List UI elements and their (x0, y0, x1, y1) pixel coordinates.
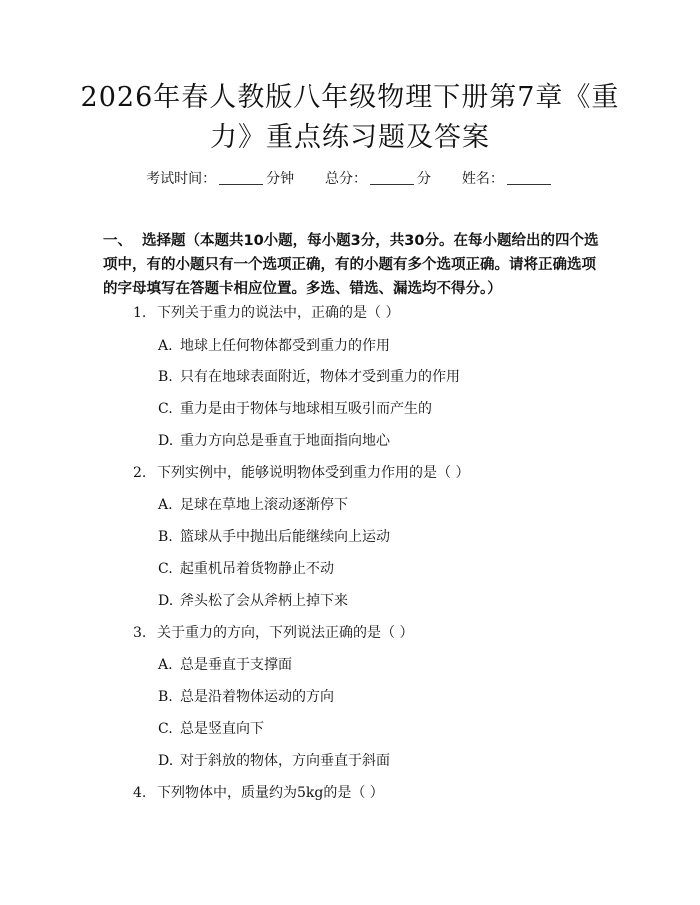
option-letter: C. (158, 401, 173, 417)
student-name-label: 姓名： (461, 171, 504, 187)
question-2-option-a[interactable] (158, 494, 348, 514)
question-3-option-d[interactable] (158, 750, 390, 770)
section-instructions: 选择题（本题共10小题，每小题3分，共30分。在每小题给出的四个选项中，有的小题只有一个选项正确，有的小题有多个选项正确。请将正确选项的字母填写在答题卡相应位置。多选、错选、漏选均不得分。） (103, 233, 599, 297)
question-1-option-c[interactable] (158, 398, 432, 418)
question-text: 下列实例中，能够说明物体受到重力作用的是（ ） (157, 465, 470, 481)
question-number: 2. (133, 465, 147, 481)
question-number: 1. (133, 305, 147, 321)
option-text: 斧头松了会从斧柄上掉下来 (180, 593, 348, 609)
question-3-option-a[interactable] (158, 654, 292, 674)
total-score-blank[interactable] (370, 170, 414, 185)
question-text: 关于重力的方向，下列说法正确的是（ ） (157, 625, 414, 641)
option-letter: B. (158, 369, 173, 385)
question-text: 下列关于重力的说法中，正确的是（ ） (157, 305, 400, 321)
question-2-option-d[interactable] (158, 590, 348, 610)
option-text: 总是垂直于支撑面 (180, 657, 292, 673)
question-2 (133, 462, 469, 482)
exam-time-blank[interactable] (219, 170, 263, 185)
option-letter: A. (158, 657, 173, 673)
option-text: 对于斜放的物体，方向垂直于斜面 (180, 753, 390, 769)
option-letter: C. (158, 721, 173, 737)
question-1-option-d[interactable] (158, 430, 390, 450)
question-2-option-b[interactable] (158, 526, 390, 546)
exam-info-line (0, 168, 700, 188)
option-letter: C. (158, 561, 173, 577)
option-letter: B. (158, 529, 173, 545)
option-text: 总是竖直向下 (180, 721, 264, 737)
student-name-blank[interactable] (507, 170, 551, 185)
total-score-label: 总分： (325, 171, 367, 187)
option-text: 起重机吊着货物静止不动 (180, 561, 334, 577)
option-letter: A. (158, 338, 173, 354)
question-number: 4. (133, 785, 147, 801)
option-text: 足球在草地上滚动逐渐停下 (180, 497, 348, 513)
option-letter: D. (158, 433, 174, 449)
question-1 (133, 302, 399, 322)
question-1-option-a[interactable] (158, 335, 390, 355)
option-text: 重力方向总是垂直于地面指向地心 (180, 433, 390, 449)
question-3 (133, 622, 413, 642)
option-text: 只有在地球表面附近，物体才受到重力的作用 (180, 369, 460, 385)
exam-time-label: 考试时间： (146, 171, 217, 187)
question-2-option-c[interactable] (158, 558, 334, 578)
option-letter: D. (158, 593, 174, 609)
section-number: 一、 (103, 233, 132, 249)
option-text: 篮球从手中抛出后能继续向上运动 (180, 529, 390, 545)
option-text: 地球上任何物体都受到重力的作用 (180, 338, 390, 354)
option-text: 总是沿着物体运动的方向 (180, 689, 334, 705)
total-score-unit: 分 (417, 171, 431, 187)
question-4 (133, 782, 384, 802)
exam-time-unit: 分钟 (266, 171, 295, 187)
question-text: 下列物体中，质量约为5kg的是（ ） (157, 785, 384, 801)
question-number: 3. (133, 625, 147, 641)
question-1-option-b[interactable] (158, 366, 460, 386)
page-title: 2026年春人教版八年级物理下册第7章《重力》重点练习题及答案 (80, 82, 620, 153)
option-letter: B. (158, 689, 173, 705)
option-letter: A. (158, 497, 173, 513)
question-3-option-c[interactable] (158, 718, 264, 738)
option-text: 重力是由于物体与地球相互吸引而产生的 (180, 401, 432, 417)
question-3-option-b[interactable] (158, 686, 334, 706)
option-letter: D. (158, 753, 174, 769)
section-heading (103, 229, 608, 301)
